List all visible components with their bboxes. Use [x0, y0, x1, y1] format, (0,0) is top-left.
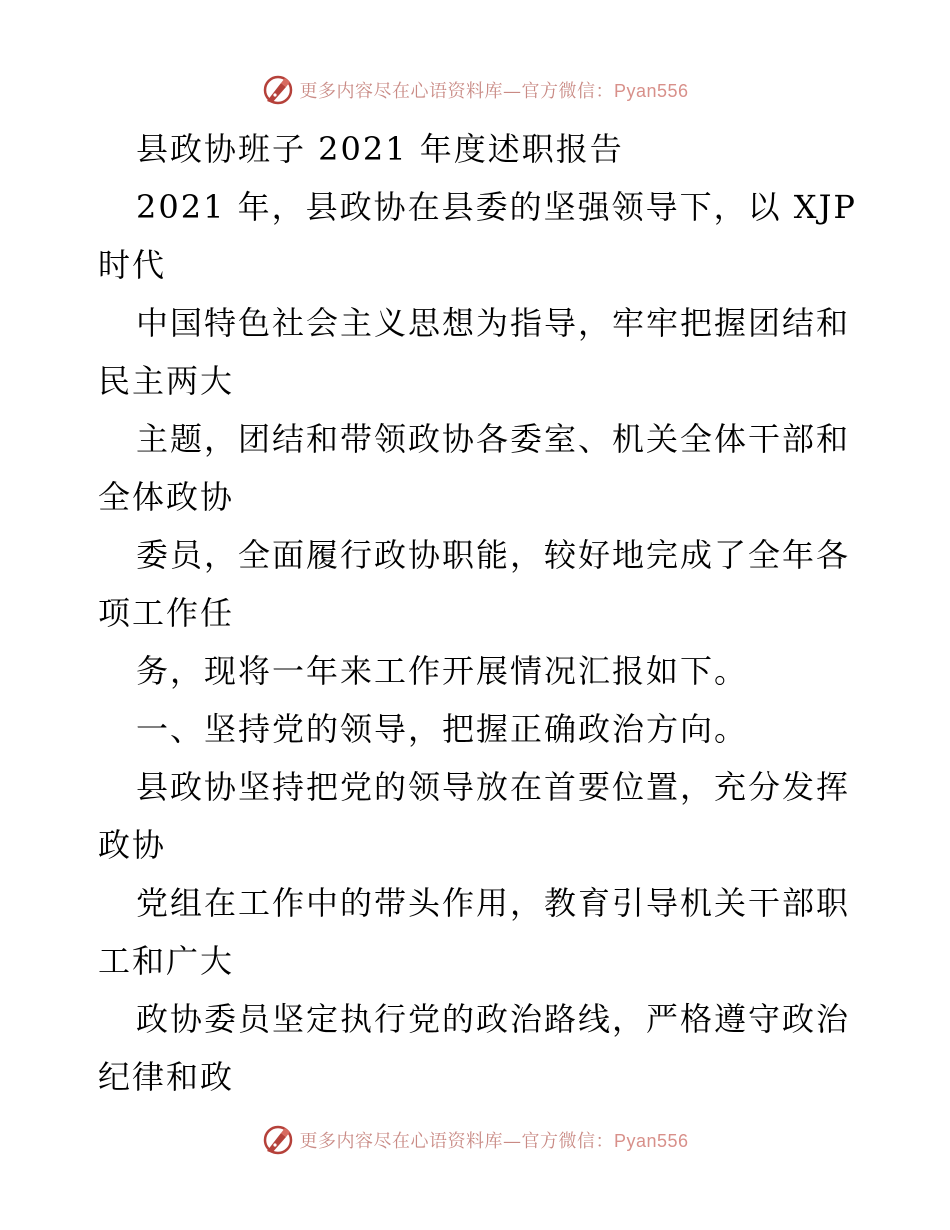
text-line: 全体政协: [98, 478, 235, 516]
watermark-text: [299, 77, 688, 103]
watermark-brand: 更多内容尽在心语资料库: [299, 81, 503, 102]
watermark-contact-label: 官方微信：: [521, 81, 614, 102]
text-line: 县政协坚持把党的领导放在首要位置，充分发挥: [136, 768, 851, 806]
text-line: 中国特色社会主义思想为指导，牢牢把握团结和: [136, 304, 851, 342]
header-watermark: [0, 70, 950, 110]
footer-watermark: [0, 1120, 950, 1160]
watermark-contact-id: Pyan556: [613, 1131, 689, 1151]
text-line: 2021 年，县政协在县委的坚强领导下，以 XJP: [136, 188, 857, 226]
watermark-separator: —: [502, 1131, 522, 1152]
text-line: 政协: [98, 826, 167, 864]
text-line: 政协委员坚定执行党的政治路线，严格遵守政治: [136, 1000, 851, 1038]
watermark-contact-label: 官方微信：: [521, 1131, 614, 1152]
text-line: 民主两大: [98, 362, 235, 400]
pen-logo-icon: [261, 73, 295, 107]
text-line: 主题，团结和带领政协各委室、机关全体干部和: [136, 420, 851, 458]
watermark-brand: 更多内容尽在心语资料库: [299, 1131, 503, 1152]
text-line: 党组在工作中的带头作用，教育引导机关干部职: [136, 884, 851, 922]
watermark-separator: —: [502, 81, 522, 102]
text-line: 纪律和政: [98, 1058, 235, 1096]
watermark-text: [299, 1127, 688, 1153]
text-line: 委员，全面履行政协职能，较好地完成了全年各: [136, 536, 851, 574]
watermark-contact-id: Pyan556: [613, 81, 689, 101]
text-line: 一、坚持党的领导，把握正确政治方向。: [136, 710, 749, 748]
text-line: 务，现将一年来工作开展情况汇报如下。: [136, 652, 749, 690]
text-line: 时代: [98, 246, 167, 284]
text-line: 项工作任: [98, 594, 235, 632]
text-line: 工和广大: [98, 942, 235, 980]
document-body: [98, 120, 858, 1106]
pen-logo-icon: [261, 1123, 295, 1157]
document-title: 县政协班子 2021 年度述职报告: [136, 130, 624, 168]
